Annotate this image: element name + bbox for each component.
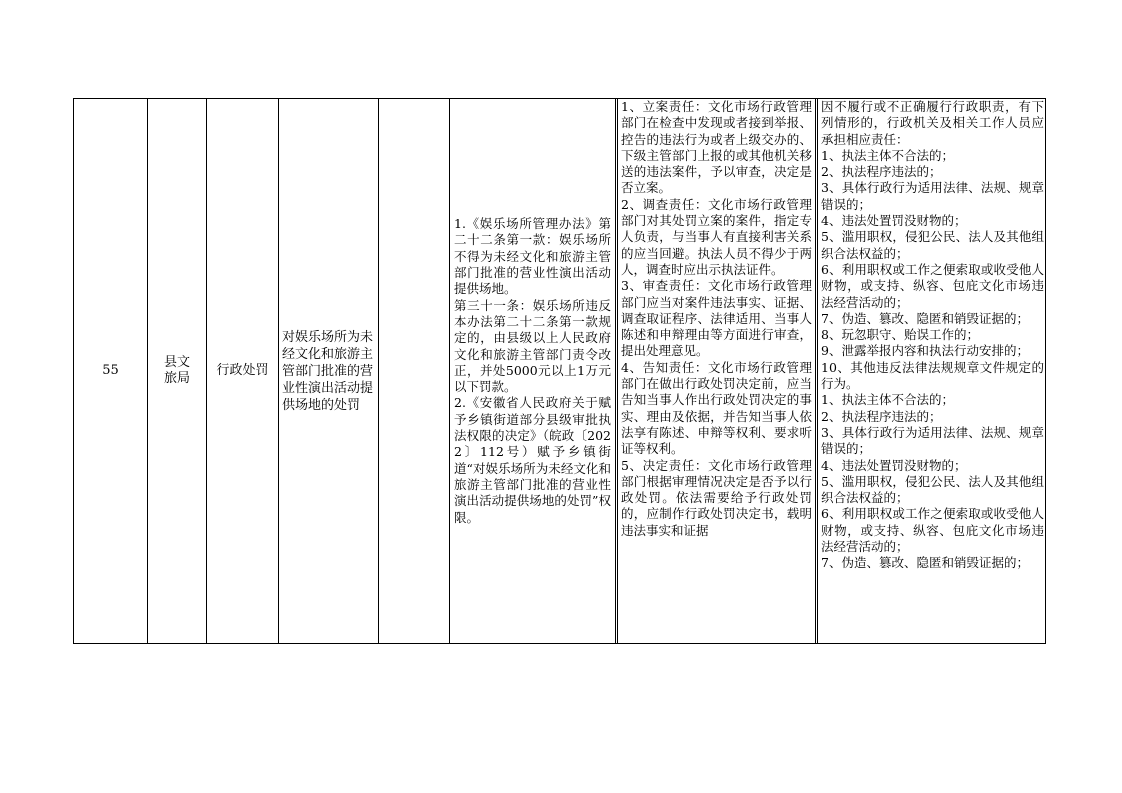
basis-paragraph: 1.《娱乐场所管理办法》第二十二条第一款：娱乐场所不得为未经文化和旅游主管部门批准的营业性演出活动提供场地。 [454,216,611,297]
accountability-line: 5、滥用职权，侵犯公民、法人及其他组织合法权益的； [821,473,1044,506]
cell-department [147,99,206,643]
power-list-table [73,98,1046,644]
accountability-line: 4、违法处置罚没财物的； [821,457,967,473]
basis-paragraph: 2.《安徽省人民政府关于赋予乡镇街道部分县级审批执法权限的决定》（皖政〔2022〕112号）赋予乡镇街道“对娱乐场所为未经文化和旅游主管部门批准的营业性演出活动提供场地的处罚”权限。 [454,395,611,525]
responsibility-paragraph: 4、告知责任：文化市场行政管理部门在做出行政处罚决定前，应当告知当事人作出行政处罚决定的事实、理由及依据，并告知当事人依法享有陈述、申辩等权利、要求听证等权利。 [621,359,812,457]
cell-accountability [815,99,1046,643]
accountability-line: 7、伪造、篡改、隐匿和销毁证据的； [821,310,1029,326]
category-text: 行政处罚 [216,363,269,378]
cell-category [206,99,278,643]
accountability-line: 8、玩忽职守、贻误工作的； [821,327,979,343]
accountability-line: 6、利用职权或工作之便索取或收受他人财物，或支持、纵容、包庇文化市场违法经营活动的； [821,506,1044,555]
accountability-line: 5、滥用职权，侵犯公民、法人及其他组织合法权益的； [821,229,1044,261]
cell-legal-basis [449,99,615,643]
cell-item-name [278,99,378,643]
cell-sub-item [378,99,449,643]
accountability-line: 2、执法程序违法的； [821,164,942,180]
accountability-line: 1、执法主体不合法的； [821,147,954,163]
legal-basis-text [454,216,611,526]
accountability-line: 1、执法主体不合法的； [821,392,954,408]
accountability-line: 3、具体行政行为适用法律、法规、规章错误的； [821,180,1044,212]
accountability-line: 因不履行或不正确履行行政职责，有下列情形的，行政机关及相关工作人员应承担相应责任： [821,99,1044,147]
responsibility-paragraph: 2、调查责任：文化市场行政管理部门对其处罚立案的案件，指定专人负责，与当事人有直接利害关系的应当回避。执法人员不得少于两人，调查时应出示执法证件。 [621,196,812,277]
accountability-line: 4、违法处置罚没财物的； [821,213,967,229]
cell-row-number [74,99,147,643]
responsibility-text [621,99,812,539]
accountability-line: 2、执法程序违法的； [821,408,942,424]
accountability-text [821,99,1044,572]
responsibility-paragraph: 5、决定责任：文化市场行政管理部门根据审理情况决定是否予以行政处罚。依法需要给予行政处罚的，应制作行政处罚决定书，载明违法事实和证据 [621,457,812,538]
accountability-line: 7、伪造、篡改、隐匿和销毁证据的； [821,555,1029,571]
responsibility-paragraph: 1、立案责任：文化市场行政管理部门在检查中发现或者接到举报、控告的违法行为或者上级交办的、下级主管部门上报的或其他机关移送的违法案件，予以审查，决定是否立案。 [621,99,812,196]
accountability-line: 6、利用职权或工作之便索取或收受他人财物，或支持、纵容、包庇文化市场违法经营活动的； [821,261,1044,310]
accountability-line: 10、其他违反法律法规规章文件规定的行为。 [821,359,1044,392]
accountability-line: 3、具体行政行为适用法律、法规、规章错误的； [821,424,1044,457]
item-name-text: 对娱乐场所为未经文化和旅游主管部门批准的营业性演出活动提供场地的处罚 [282,329,374,413]
department-text: 县文旅局 [163,355,190,386]
cell-responsibility [615,99,815,643]
row-number-text: 55 [102,363,119,378]
accountability-line: 9、泄露举报内容和执法行动安排的； [821,343,1029,359]
basis-paragraph: 第三十一条：娱乐场所违反本办法第二十二条第一款规定的，由县级以上人民政府文化和旅游主管部门责令改正，并处5000元以上1万元以下罚款。 [454,297,611,395]
responsibility-paragraph: 3、审查责任：文化市场行政管理部门应当对案件违法事实、证据、调查取证程序、法律适用、当事人陈述和申辩理由等方面进行审查，提出处理意见。 [621,278,812,359]
